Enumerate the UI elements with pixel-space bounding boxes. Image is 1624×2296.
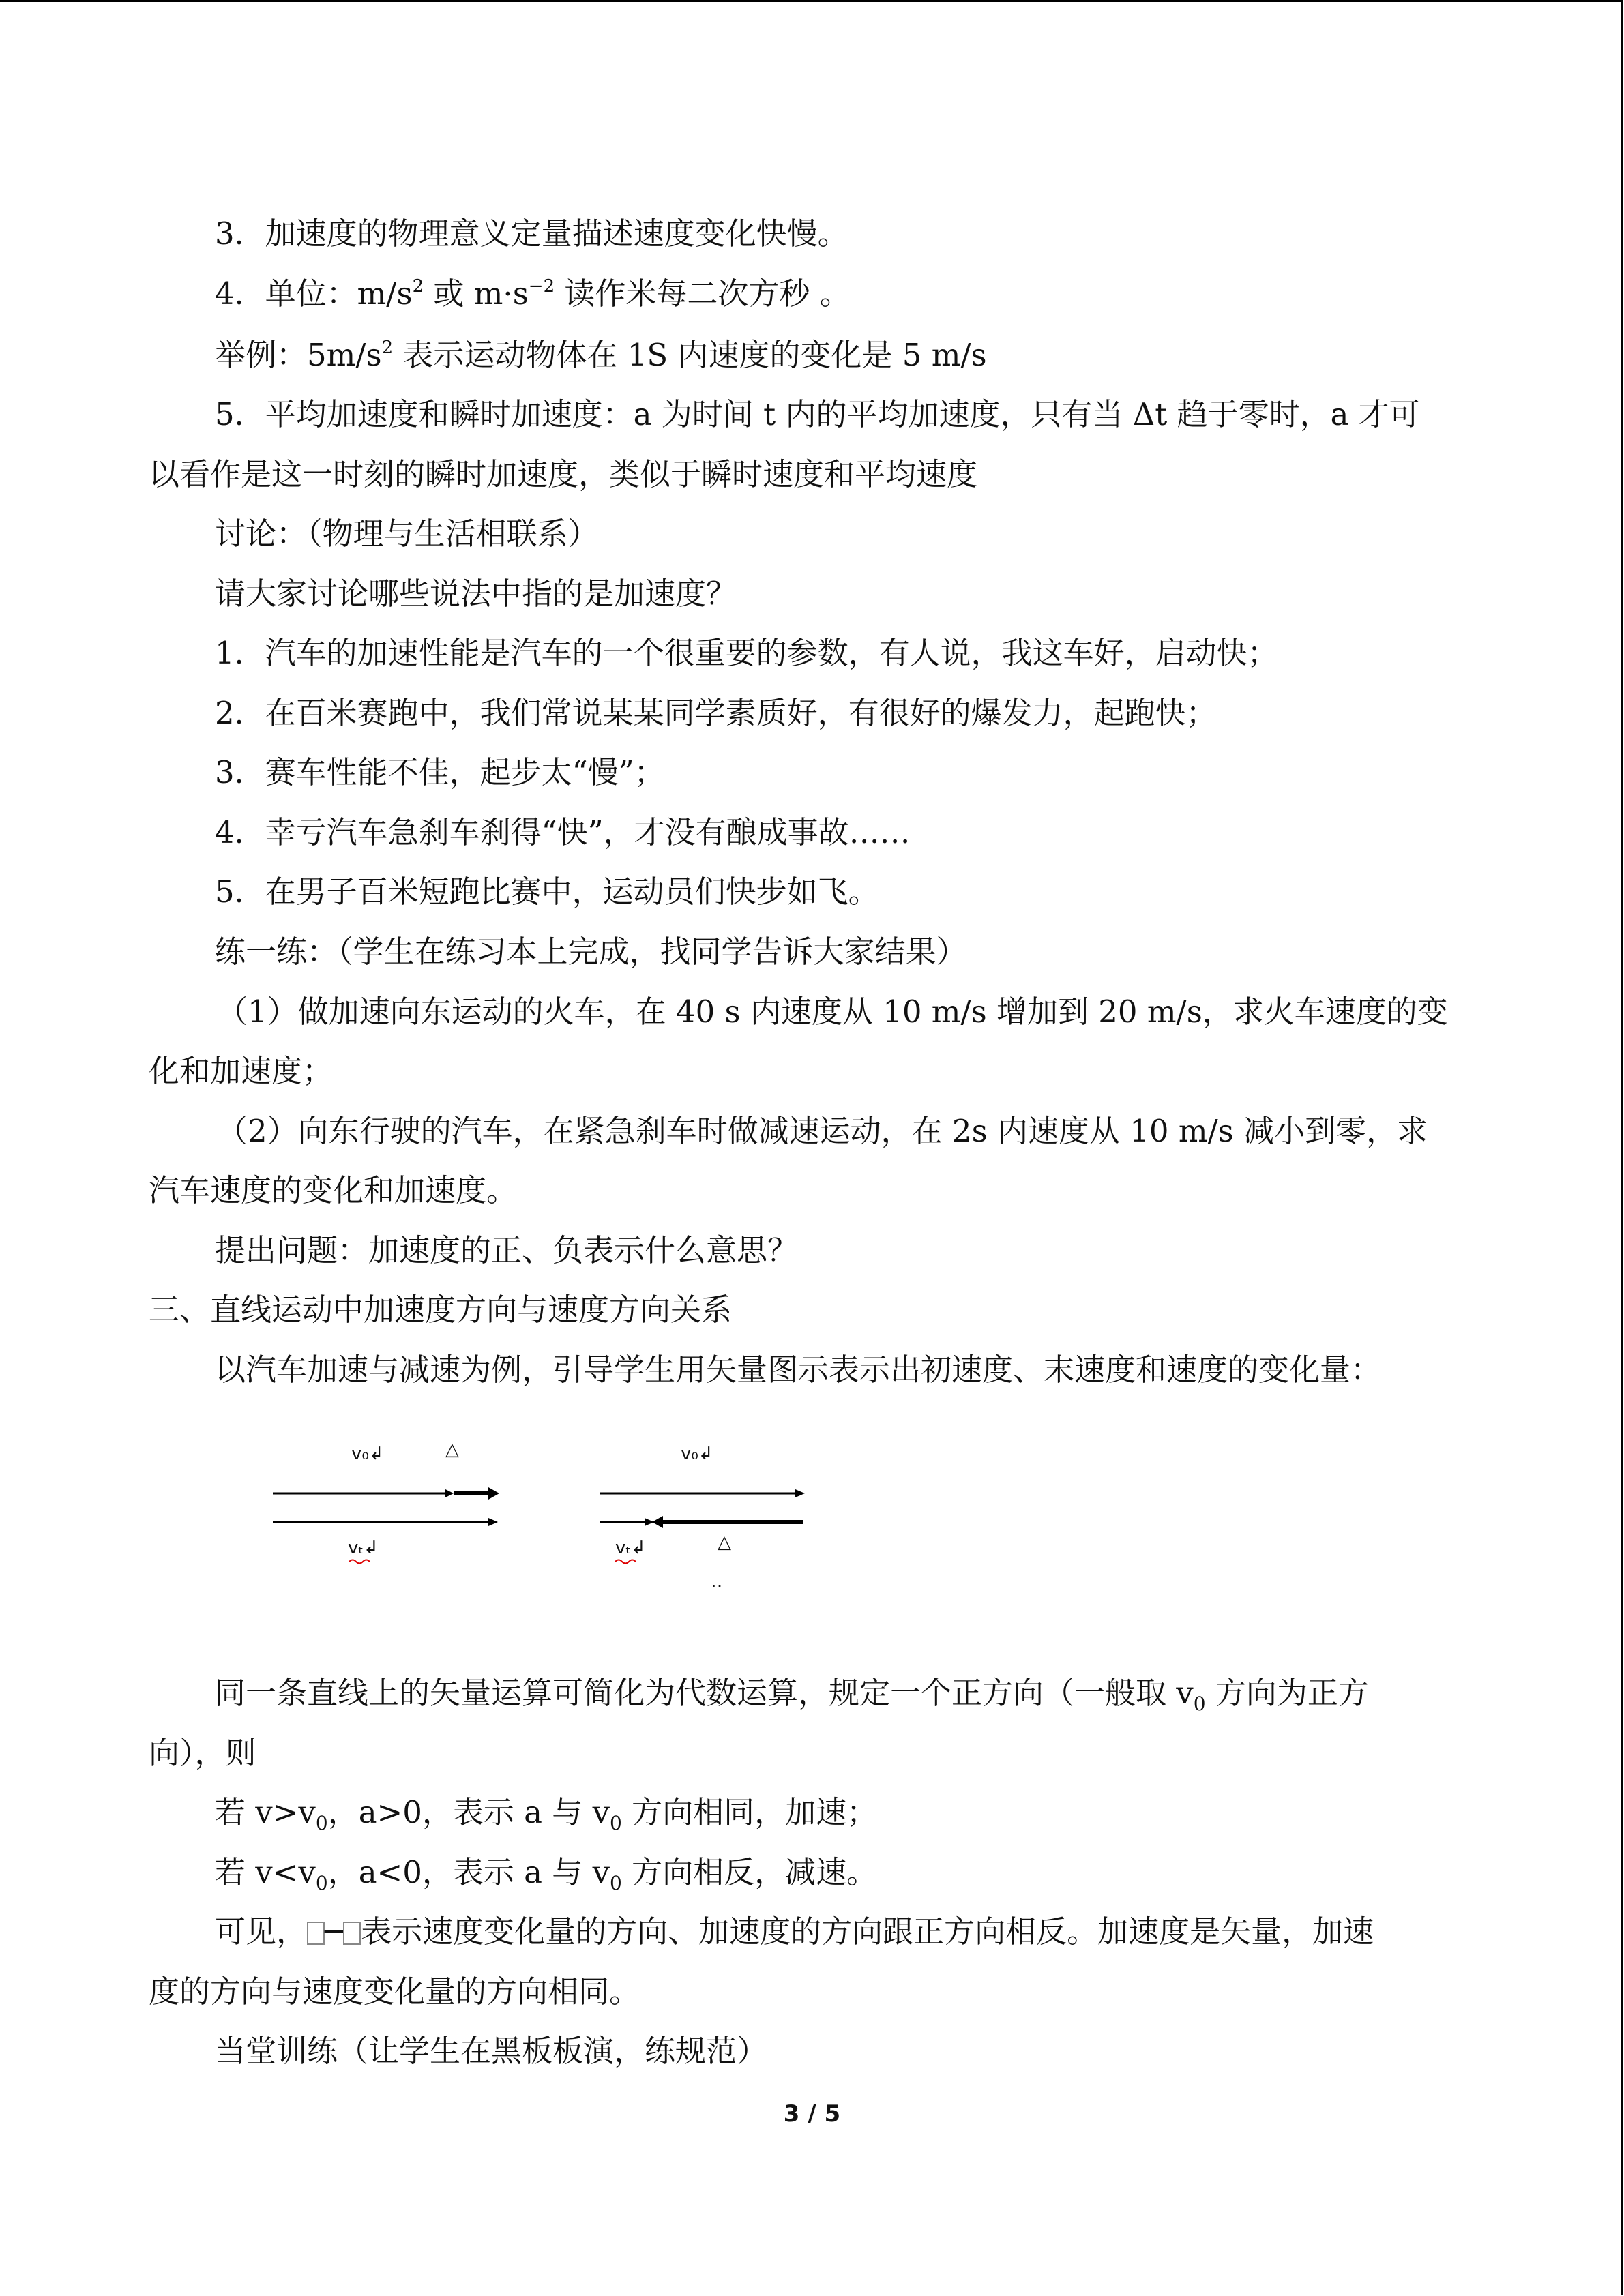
left-v0-arrow xyxy=(273,1489,454,1497)
section-heading-3: 三、直线运动中加速度方向与速度方向关系 xyxy=(149,1292,733,1328)
line-exercise-2: （2）向东行驶的汽车，在紧急刹车时做减速运动，在 2s 内速度从 10 m/s 减小到零，求 xyxy=(217,1113,1428,1149)
missing-glyph-box xyxy=(307,1922,325,1945)
line-exercise-1: （1）做加速向东运动的火车，在 40 s 内速度从 10 m/s 增加到 20 m/s，求火车速度的变 xyxy=(217,994,1448,1030)
line-item-5: 5．在男子百米短跑比赛中，运动员们快步如飞。 xyxy=(215,874,879,910)
line-accel-meaning: 3．加速度的物理意义定量描述速度变化快慢。 xyxy=(215,215,848,252)
line-avg-instant-accel: 5．平均加速度和瞬时加速度：a 为时间 t 内的平均加速度，只有当 Δt 趋于零时，a 才可 xyxy=(215,396,1420,432)
line-example: 举例：$5m/s^2$ 表示运动物体在 1S 内速度的变化是 5 m/s xyxy=(215,337,987,373)
page-number: 3 / 5 xyxy=(783,2100,841,2128)
line-discussion: 讨论：（物理与生活相联系） xyxy=(215,516,599,552)
line-item-3: 3．赛车性能不佳，起步太“慢”； xyxy=(215,754,665,790)
right-delta-label: △ xyxy=(718,1532,731,1553)
left-vt-underline xyxy=(349,1560,370,1564)
line-classroom-training: 当堂训练（让学生在黑板板演，练规范） xyxy=(215,2033,768,2069)
line-avg-instant-accel-cont: 以看作是这一时刻的瞬时加速度，类似于瞬时速度和平均速度 xyxy=(149,456,978,492)
line-conclusion: 可见， ─ 表示速度变化量的方向、加速度的方向跟正方向相反。加速度是矢量，加速 xyxy=(215,1913,1374,1950)
vector-diagram xyxy=(252,1432,825,1596)
line-unit: 4．单位：$m/s^2$ 或 $m\cdot s^{-2}$ 读作米每二次方秒 。 xyxy=(215,275,851,312)
line-case-decelerate: 若 $v<v_0$，a<0，表示 a 与 $v_0$ 方向相反，减速。 xyxy=(215,1854,878,1894)
missing-glyph-box xyxy=(343,1922,361,1945)
line-question: 请大家讨论哪些说法中指的是加速度？ xyxy=(215,576,737,612)
line-conclusion-cont: 度的方向与速度变化量的方向相同。 xyxy=(149,1973,640,2010)
line-item-2: 2．在百米赛跑中，我们常说某某同学素质好，有很好的爆发力，起跑快； xyxy=(215,695,1217,731)
line-raise-question: 提出问题：加速度的正、负表示什么意思？ xyxy=(215,1232,799,1268)
left-vt-arrow xyxy=(273,1518,498,1526)
line-vector-algebra-cont: 向），则 xyxy=(149,1735,256,1771)
left-v0-label: v₀↲ xyxy=(351,1444,384,1464)
left-delta-arrow xyxy=(454,1487,499,1500)
right-v0-label: v₀↲ xyxy=(681,1444,713,1464)
line-item-1: 1．汽车的加速性能是汽车的一个很重要的参数，有人说，我这车好，启动快； xyxy=(215,635,1278,671)
right-delta-arrow xyxy=(652,1516,803,1528)
line-exercise-1-cont: 化和加速度； xyxy=(149,1053,334,1089)
line-practice: 练一练：（学生在练习本上完成，找同学告诉大家结果） xyxy=(215,934,967,970)
right-dots: ‥ xyxy=(711,1572,723,1592)
left-vt-label: vₜ↲ xyxy=(348,1538,379,1558)
right-v0-arrow xyxy=(600,1489,805,1497)
right-vt-label: vₜ↲ xyxy=(615,1538,646,1558)
left-delta-label: △ xyxy=(445,1440,459,1460)
line-vector-algebra: 同一条直线上的矢量运算可简化为代数运算，规定一个正方向（一般取 $v_0$ 方向为正方 xyxy=(215,1675,1369,1715)
right-vt-arrow xyxy=(600,1518,654,1526)
line-guide: 以汽车加速与减速为例，引导学生用矢量图示表示出初速度、末速度和速度的变化量： xyxy=(215,1352,1382,1388)
line-exercise-2-cont: 汽车速度的变化和加速度。 xyxy=(149,1172,518,1208)
line-case-accelerate: 若 $v>v_0$，a>0，表示 a 与 $v_0$ 方向相同，加速； xyxy=(215,1794,878,1834)
right-vt-underline xyxy=(615,1560,636,1564)
line-item-4: 4．幸亏汽车急刹车刹得“快”，才没有酿成事故…… xyxy=(215,814,911,850)
